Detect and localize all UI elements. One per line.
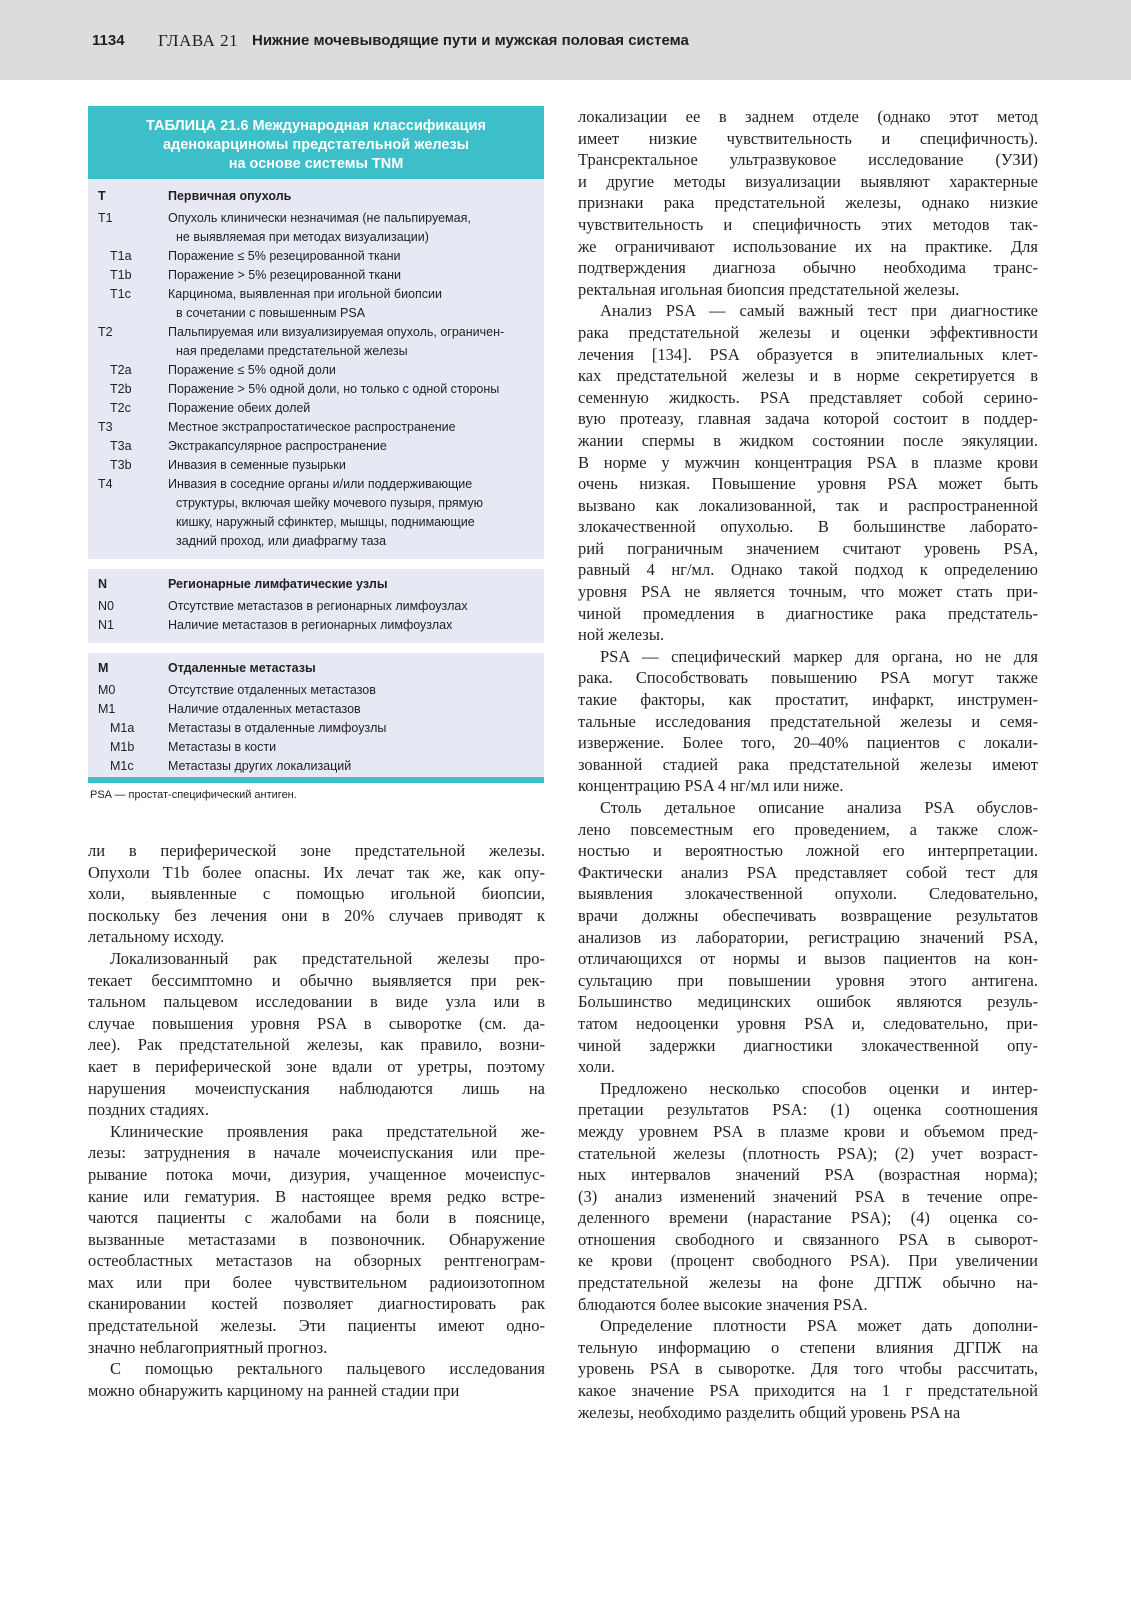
stage-description: в сочетании с повышенным PSA [176, 306, 366, 320]
text-line: Локализованный рак предстательной железы про- [110, 948, 545, 968]
table-row [88, 456, 544, 475]
section-title: Отдаленные метастазы [168, 661, 316, 675]
text-line: тальные исследования предстательной железы и семя- [578, 711, 1038, 731]
table-row [88, 323, 544, 342]
table-row [88, 494, 544, 513]
text-line: PSA — специфический маркер для органа, но не для [600, 646, 1038, 666]
paragraph [578, 797, 1038, 1078]
text-line: же ограничивают использование их на практике. Для [578, 236, 1038, 256]
paragraph [88, 1121, 545, 1359]
text-line: Трансректальное ультразвуковое исследование (УЗИ) [578, 150, 1038, 170]
stage-code: T4 [98, 477, 113, 491]
table-row [88, 342, 544, 361]
section-heading [88, 659, 544, 678]
table-row [88, 266, 544, 285]
text-line: какое значение PSA приходится на 1 г предстательной [578, 1381, 1038, 1401]
text-line: очень низкая. Повышение уровня PSA может быть [578, 474, 1038, 494]
text-line: лее). Рак предстательной железы, как правило, возни- [88, 1035, 545, 1055]
text-line: С помощью ректального пальцевого исследования [110, 1359, 545, 1379]
table-row [88, 399, 544, 418]
stage-description: кишку, наружный сфинктер, мышцы, поднимающие [176, 515, 475, 529]
text-line: (3) анализ изменений значений PSA в течение опре- [578, 1186, 1038, 1206]
text-line: рывание потока мочи, дизурия, учащенное мочеиспус- [88, 1164, 545, 1184]
text-line: Клинические проявления рака предстательной же- [110, 1121, 545, 1141]
stage-code: T2c [110, 401, 131, 415]
section-title: Первичная опухоль [168, 189, 292, 203]
stage-code: N1 [98, 618, 114, 632]
paragraph [88, 1358, 545, 1401]
stage-code: T3b [110, 458, 132, 472]
stage-description: Поражение ≤ 5% резецированной ткани [168, 249, 401, 263]
table-section-n [88, 575, 544, 635]
table-row [88, 361, 544, 380]
table-row [88, 228, 544, 247]
text-line: поздних стадиях. [88, 1100, 209, 1120]
text-line: железы, необходимо разделить общий уровень PSA на [578, 1402, 961, 1422]
text-line: такие факторы, как простатит, инфаркт, инструмен- [578, 690, 1038, 710]
stage-code: M1 [98, 702, 116, 716]
section-heading [88, 187, 544, 206]
text-line: можно обнаружить карциному на ранней стадии при [88, 1380, 460, 1400]
text-line: ностью и вероятностью ложной его интерпретации. [578, 841, 1038, 861]
stage-description: Метастазы в отдаленные лимфоузлы [168, 721, 387, 735]
stage-description: Пальпируемая или визуализируемая опухоль, ограничен- [168, 325, 505, 339]
text-line: Столь детальное описание анализа PSA обуслов- [600, 798, 1038, 817]
text-line: поскольку без лечения они в 20% случаев приводят к [88, 905, 545, 925]
section-heading [88, 575, 544, 594]
text-line: ке крови (процент свободного PSA). При увеличении [578, 1251, 1038, 1271]
stage-code: N0 [98, 599, 114, 613]
stage-code: T1a [110, 249, 132, 263]
stage-description: Экстракапсулярное распространение [168, 439, 387, 453]
text-line: вую протеазу, главная задача которой состоит в поддер- [578, 409, 1038, 429]
stage-description: Местное экстрапростатическое распространение [168, 420, 456, 434]
stage-description: структуры, включая шейку мочевого пузыря, прямую [176, 496, 484, 510]
text-line: вызвано как локализованной, так и распространенной [578, 495, 1038, 515]
table-row [88, 304, 544, 323]
table-title [88, 106, 544, 179]
text-line: подтверждения диагноза обычно необходима транс- [578, 258, 1038, 278]
section-code: M [98, 661, 109, 675]
text-line: татом недооценки уровня PSA и, следовательно, при- [578, 1013, 1038, 1033]
table-row [88, 247, 544, 266]
table-section-m [88, 659, 544, 776]
text-line: случае повышения уровня PSA в сыворотке (см. да- [88, 1013, 545, 1033]
text-line: сканировании костей позволяет диагностировать рак [88, 1294, 545, 1314]
section-separator [88, 643, 544, 653]
text-line: ных интервалов значений PSA (возрастная норма); [578, 1165, 1038, 1185]
stage-code: M1a [110, 721, 135, 735]
text-line: Фактически анализ PSA представляет собой тест для [578, 862, 1038, 882]
stage-description: Поражение ≤ 5% одной доли [168, 363, 336, 377]
table-title-line: аденокарциномы предстательной железы [162, 137, 470, 153]
text-line: холи. [578, 1057, 615, 1077]
table-row [88, 616, 544, 635]
text-line: блюдаются более высокие значения PSA. [578, 1294, 868, 1314]
text-line: рий пограничным значением считают уровень PSA, [578, 538, 1038, 558]
stage-code: M1b [110, 740, 135, 754]
stage-description: Инвазия в соседние органы и/или поддерживающие [168, 477, 473, 491]
table-bottom-rule [88, 777, 544, 783]
stage-code: T3a [110, 439, 132, 453]
text-line: предстательной железы на фоне ДГПЖ обычно на- [578, 1273, 1038, 1293]
chapter-label: ГЛАВА 21 [158, 31, 239, 50]
text-line: лено повсеместным его проведением, а также слож- [578, 819, 1038, 839]
text-line: семенную жидкость. PSA представляет собой серино- [578, 387, 1038, 407]
text-line: кание или гематурия. В настоящее время редко встре- [88, 1186, 545, 1206]
stage-description: Опухоль клинически незначимая (не пальпируемая, [168, 211, 471, 225]
stage-description: Поражение обеих долей [168, 401, 311, 415]
table-row [88, 285, 544, 304]
stage-description: задний проход, или диафрагму таза [176, 534, 387, 548]
text-line: текает бессимптомно и обычно выявляется при рек- [88, 970, 545, 990]
stage-description: не выявляемая при методах визуализации) [176, 230, 429, 244]
table-row [88, 757, 544, 776]
stage-code: M0 [98, 683, 116, 697]
table-title-line: ТАБЛИЦА 21.6 Международная классификация [146, 118, 486, 134]
section-separator [88, 559, 544, 569]
text-line: анализов из лаборатории, регистрацию значений PSA, [578, 927, 1038, 947]
text-line: чиной задержки диагностики злокачественной опу- [578, 1035, 1038, 1055]
text-line: Определение плотности PSA может дать дополни- [600, 1316, 1038, 1336]
text-line: концентрацию PSA 4 нг/мл или ниже. [578, 776, 844, 796]
table-row [88, 380, 544, 399]
stage-description: Поражение > 5% резецированной ткани [168, 268, 401, 282]
text-line: отношения свободного и связанного PSA в сыворот- [578, 1229, 1038, 1249]
text-line: претации результатов PSA: (1) оценка соотношения [578, 1100, 1038, 1120]
stage-description: Инвазия в семенные пузырьки [168, 458, 346, 472]
stage-code: T1 [98, 211, 113, 225]
table-row [88, 738, 544, 757]
stage-code: T2b [110, 382, 132, 396]
stage-code: T1b [110, 268, 132, 282]
text-line: тальном пальцевом исследовании в виде узла или в [88, 992, 545, 1012]
text-line: стательной железы (плотность PSA); (2) учет возраст- [578, 1143, 1038, 1163]
text-line: сультацию при повышении уровня этого антигена. [578, 970, 1038, 990]
text-line: признаки рака предстательной железы, однако низкие [578, 193, 1038, 213]
table-body [88, 179, 544, 776]
text-line: Большинство медицинских ошибок являются резуль- [578, 992, 1038, 1012]
text-line: лезы: затруднения в начале мочеиспускания или пре- [88, 1143, 545, 1163]
text-line: локализации ее в заднем отделе (однако этот метод [578, 107, 1038, 126]
chapter-title: Нижние мочевыводящие пути и мужская половая система [252, 32, 689, 49]
table-section-t [88, 179, 544, 551]
text-line: и другие методы визуализации выявляют характерные [578, 171, 1038, 191]
table-row [88, 475, 544, 494]
running-head [0, 0, 1131, 80]
text-line: чувствительность и специфичность этих методов так- [578, 214, 1038, 234]
text-line: Предложено несколько способов оценки и интер- [600, 1078, 1038, 1098]
text-line: между уровнем PSA в плазме крови и объемом пред- [578, 1121, 1038, 1141]
text-line: кает в периферической зоне вдали от уретры, поэтому [88, 1056, 545, 1076]
table-row [88, 719, 544, 738]
paragraph [578, 1315, 1038, 1423]
stage-code: T2 [98, 325, 113, 339]
section-title: Регионарные лимфатические узлы [168, 577, 388, 591]
text-line: летальному исходу. [88, 927, 225, 947]
paragraph [578, 300, 1038, 646]
paragraph [578, 646, 1038, 797]
text-line: мах или при более чувствительном радиоизотопном [88, 1272, 545, 1292]
text-line: чиной промедления в диагностике рака предстатель- [578, 603, 1038, 623]
text-line: ках предстательной железы и в норме секретируется в [578, 366, 1038, 386]
text-line: выявления злокачественной опухоли. Следовательно, [578, 884, 1038, 904]
table-row [88, 597, 544, 616]
text-line: вызванные метастазами в позвоночник. Обнаружение [88, 1229, 545, 1249]
text-line: лечения [134]. PSA образуется в эпителиальных клет- [578, 344, 1038, 364]
table-row [88, 513, 544, 532]
section-code: N [98, 577, 108, 591]
table-row [88, 700, 544, 719]
paragraph [88, 840, 545, 948]
table-row [88, 209, 544, 228]
stage-description: Поражение > 5% одной доли, но только с одной стороны [168, 382, 500, 396]
stage-description: Метастазы в кости [168, 740, 277, 754]
text-line: жании спермы в жидком состоянии после эякуляции. [578, 430, 1038, 450]
text-line: деленного времени (нарастание PSA); (4) оценка со- [578, 1208, 1038, 1228]
text-line: чаются пациенты с жалобами на боли в пояснице, [88, 1208, 545, 1228]
text-line: тельную информацию о степени влияния ДГПЖ на [578, 1337, 1038, 1357]
tnm-table [88, 106, 544, 783]
text-line: ли в периферической зоне предстательной железы. [88, 841, 545, 860]
text-line: отличающихся от нормы и вызов пациентов на кон- [578, 949, 1038, 969]
text-line: ректальная игольная биопсия предстательной железы. [578, 279, 960, 299]
stage-description: Карцинома, выявленная при игольной биопсии [168, 287, 442, 301]
text-line: Анализ PSA — самый важный тест при диагностике [600, 301, 1038, 321]
stage-code: T1c [110, 287, 131, 301]
paragraph [88, 948, 545, 1121]
table-footnote: PSA — простат-специфический антиген. [90, 789, 297, 801]
text-line: холи, выявленные с помощью игольной биопсии, [88, 884, 545, 904]
text-line: предстательной железы. Эти пациенты имеют одно- [88, 1316, 545, 1336]
stage-description: Наличие отдаленных метастазов [168, 702, 361, 716]
stage-code: T2a [110, 363, 132, 377]
stage-description: ная пределами предстательной железы [176, 344, 408, 358]
right-text-column [578, 106, 1038, 1423]
text-line: зованной стадией рака предстательной железы имеют [578, 754, 1038, 774]
text-line: ной железы. [578, 625, 665, 645]
text-line: остеобластных метастазов на обзорных рентгенограм- [88, 1251, 545, 1271]
table-row [88, 418, 544, 437]
stage-description: Отсутствие отдаленных метастазов [168, 683, 376, 697]
text-line: значно неблагоприятный прогноз. [88, 1337, 328, 1357]
text-line: имеет низкие чувствительность и специфичность). [578, 128, 1038, 148]
table-row [88, 437, 544, 456]
table-title-line: на основе системы TNM [228, 156, 404, 172]
text-line: врачи должны обеспечивать возвращение результатов [578, 905, 1038, 925]
text-line: нарушения мочеиспускания наблюдаются лишь на [88, 1078, 545, 1098]
table-row [88, 681, 544, 700]
stage-code: T3 [98, 420, 113, 434]
stage-description: Метастазы других локализаций [168, 759, 352, 773]
page-number: 1134 [92, 32, 125, 49]
stage-description: Наличие метастазов в регионарных лимфоузлах [168, 618, 453, 632]
text-line: злокачественной опухолью. В большинстве лаборато- [578, 517, 1038, 537]
section-code: T [98, 189, 106, 203]
left-text-column [88, 840, 545, 1401]
text-line: равный 4 нг/мл. Однако такой подход к определению [578, 560, 1038, 580]
stage-code: M1c [110, 759, 134, 773]
table-row [88, 532, 544, 551]
text-line: рака. Способствовать повышению PSA могут также [578, 668, 1038, 688]
text-line: уровень PSA в сыворотке. Для того чтобы рассчитать, [578, 1359, 1038, 1379]
text-line: извержение. Более того, 20–40% пациентов с локали- [578, 733, 1038, 753]
text-line: Опухоли T1b более опасны. Их лечат так же, как опу- [88, 862, 545, 882]
text-line: рака предстательной железы и оценки эффективности [578, 322, 1038, 342]
paragraph [578, 106, 1038, 300]
paragraph [578, 1078, 1038, 1316]
stage-description: Отсутствие метастазов в регионарных лимфоузлах [168, 599, 468, 613]
text-line: уровня PSA не является точным, что может стать при- [578, 582, 1038, 602]
text-line: В норме у мужчин концентрация PSA в плазме крови [578, 452, 1038, 472]
